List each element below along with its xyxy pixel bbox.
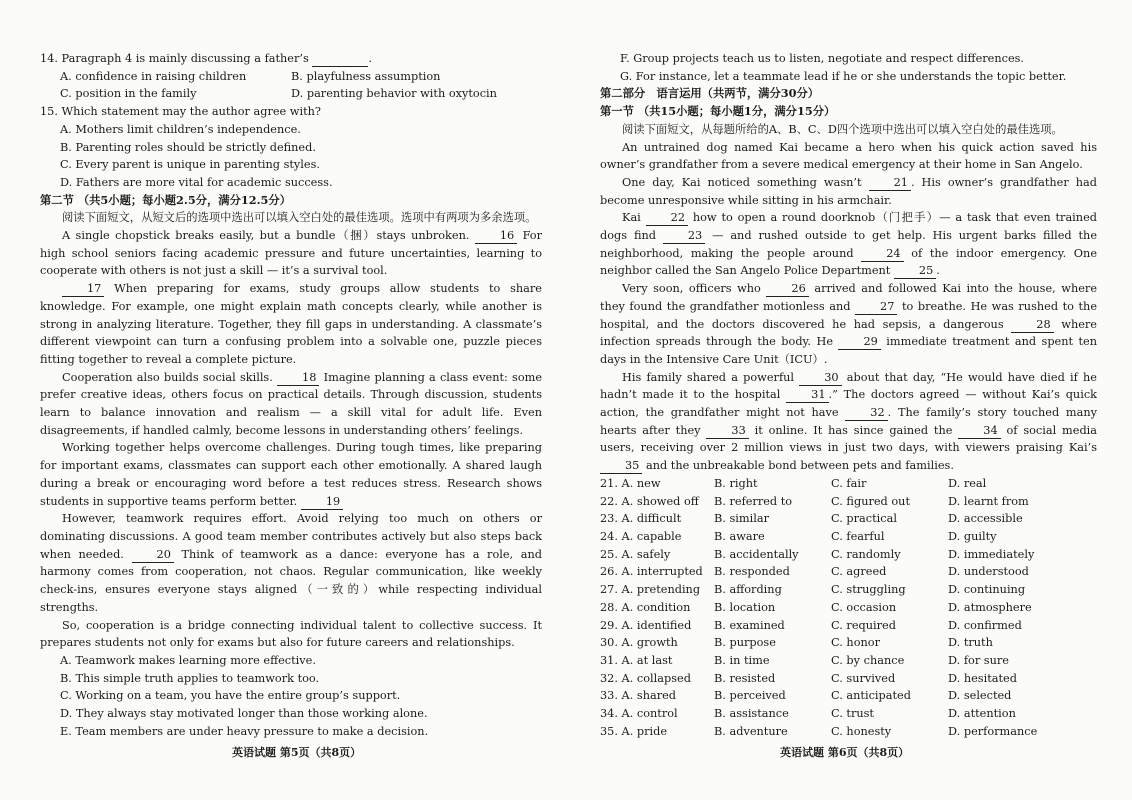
cloze-option-32-a: 32. A. collapsed xyxy=(600,671,691,685)
cloze-option-28-a: 28. A. condition xyxy=(600,600,691,614)
cloze-option-25-d: D. immediately xyxy=(948,547,1035,561)
choices-f-g xyxy=(600,50,1097,85)
question-15 xyxy=(40,103,542,192)
blank-20: 20 xyxy=(132,548,174,563)
cloze-option-22-c: C. figured out xyxy=(831,494,910,508)
cloze-option-21-d: D. real xyxy=(948,476,987,490)
page-footer-right: 英语试题 第6页（共8页） xyxy=(780,746,910,759)
cloze-option-35-a: 35. A. pride xyxy=(600,724,668,738)
blank-25: 25 xyxy=(894,264,936,279)
cloze-option-26-c: C. agreed xyxy=(831,565,887,579)
cloze-paragraph-5: His family shared a powerful 30 about that day, “He would have died if he hadn’t made it to the hospital 31 .” The doctors agreed — without Kai’s quick action, the grandfather might not have 32 . The family’s story touched many hearts after they 33 it online. It has since gained the 34 of social media users, receiving over 2 million views in just two days, with viewers praising Kai’s 35 and the unbreakable bond between pets and families. xyxy=(600,370,1098,473)
cloze-option-32-c: C. survived xyxy=(831,671,896,685)
section-2-heading: 第二节 （共5小题；每小题2.5分，满分12.5分） xyxy=(40,192,292,207)
cloze-option-26-b: B. responded xyxy=(714,565,790,579)
passage-paragraph-5: However, teamwork requires effort. Avoid relying too much on others or dominating discussions. A good team member contributes actively but also steps back when needed. 20 Think of teamwork as a dance: everyone has a role, and harmony comes from cooperation, not chaos. Regular communication, like weekly check-ins, ensures everyone stays aligned（一致的）while respecting individual strengths. xyxy=(40,512,542,614)
cloze-option-34-a: 34. A. control xyxy=(600,707,678,721)
blank-16: 16 xyxy=(475,229,517,244)
choice-b: B. This simple truth applies to teamwork too. xyxy=(60,671,320,685)
cloze-option-23-b: B. similar xyxy=(714,512,769,526)
blank-29: 29 xyxy=(838,335,880,350)
cloze-option-33-b: B. perceived xyxy=(714,689,786,703)
cloze-option-35-b: B. adventure xyxy=(714,724,788,738)
blank-18: 18 xyxy=(277,371,319,386)
cloze-option-26-a: 26. A. interrupted xyxy=(600,565,703,579)
choice-c: C. Working on a team, you have the entire group’s support. xyxy=(60,689,401,703)
cloze-option-31-b: B. in time xyxy=(714,653,770,667)
cloze-option-21-a: 21. A. new xyxy=(600,476,661,490)
cloze-option-33-d: D. selected xyxy=(948,689,1012,703)
blank-19: 19 xyxy=(301,495,343,510)
cloze-option-29-a: 29. A. identified xyxy=(600,618,692,632)
section-2-instruction: 阅读下面短文，从短文后的选项中选出可以填入空白处的最佳选项。选项中有两项为多余选项。 xyxy=(62,211,537,225)
cloze-option-24-b: B. aware xyxy=(714,529,765,543)
blank-24: 24 xyxy=(861,247,903,262)
blank-35: 35 xyxy=(600,459,642,474)
cloze-option-24-a: 24. A. capable xyxy=(600,529,682,543)
cloze-option-24-d: D. guilty xyxy=(948,529,997,543)
cloze-option-30-a: 30. A. growth xyxy=(600,636,678,650)
cloze-option-27-c: C. struggling xyxy=(831,583,906,597)
cloze-option-22-b: B. referred to xyxy=(714,494,793,508)
cloze-option-31-c: C. by chance xyxy=(831,653,905,667)
cloze-option-25-a: 25. A. safely xyxy=(600,547,671,561)
section-1-heading: 第一节 （共15小题；每小题1分，满分15分） xyxy=(600,104,836,119)
cloze-paragraph-3: Kai 22 how to open a round doorknob（门把手）— a task that even trained dogs find 23 — and rushed outside to get help. His urgent barks filled the neighborhood, making the people around 24 of the indoor emergency. One neighbor called the San Angelo Police Department 25 . xyxy=(600,211,1098,278)
cloze-option-30-d: D. truth xyxy=(948,636,993,650)
cloze-option-29-c: C. required xyxy=(831,618,896,632)
question-14: 14. Paragraph 4 is mainly discussing a father’s . A. confidence in raising children B. playfulness assumption C. position in the family D. parenting behavior with oxytocin xyxy=(40,50,542,103)
q15-option-c: C. Every parent is unique in parenting styles. xyxy=(60,158,320,172)
cloze-option-35-d: D. performance xyxy=(948,724,1038,738)
cloze-option-28-d: D. atmosphere xyxy=(948,600,1032,614)
cloze-option-28-b: B. location xyxy=(714,600,776,614)
cloze-option-33-c: C. anticipated xyxy=(831,689,911,703)
q15-option-a: A. Mothers limit children’s independence. xyxy=(60,122,301,136)
cloze-option-22-d: D. learnt from xyxy=(948,494,1029,508)
blank-33: 33 xyxy=(706,424,748,439)
cloze-option-32-d: D. hesitated xyxy=(948,671,1017,685)
cloze-paragraph-4: Very soon, officers who 26 arrived and followed Kai into the house, where they found the grandfather motionless and 27 to breathe. He was rushed to the hospital, and the doctors discovered he had sepsis, a dangerous 28 where infection spreads through the body. He 29 immediate treatment and spent ten days in the Intensive Care Unit（ICU）. xyxy=(600,282,1098,366)
q14-option-d: D. parenting behavior with oxytocin xyxy=(291,87,497,101)
cloze-option-25-b: B. accidentally xyxy=(714,547,799,561)
blank-17: 17 xyxy=(62,282,104,297)
blank-30: 30 xyxy=(799,371,841,386)
cloze-option-27-b: B. affording xyxy=(714,583,782,597)
cloze-option-34-d: D. attention xyxy=(948,707,1016,721)
q14-option-c: C. position in the family xyxy=(60,87,197,101)
cloze-option-30-c: C. honor xyxy=(831,636,880,650)
blank-28: 28 xyxy=(1011,318,1053,333)
cloze-option-30-b: B. purpose xyxy=(714,636,776,650)
choice-d: D. They always stay motivated longer than those working alone. xyxy=(60,707,428,721)
cloze-option-22-a: 22. A. showed off xyxy=(600,494,699,508)
section-1-instruction: 阅读下面短文，从每题所给的A、B、C、D四个选项中选出可以填入空白处的最佳选项。 xyxy=(622,122,1063,136)
q14-option-a: A. confidence in raising children xyxy=(60,69,247,83)
cloze-option-24-c: C. fearful xyxy=(831,529,885,543)
cloze-paragraph-2: One day, Kai noticed something wasn’t 21 . His owner’s grandfather had become unresponsive while sitting in his armchair. xyxy=(600,175,1098,207)
cloze-option-29-d: D. confirmed xyxy=(948,618,1022,632)
cloze-option-23-d: D. accessible xyxy=(948,512,1023,526)
blank-21: 21 xyxy=(869,176,911,191)
passage-paragraph-1: A single chopstick breaks easily, but a bundle（捆）stays unbroken. 16 For high school seniors facing academic pressure and future uncertainties, learning to cooperate with others is not just a skill — it’s a survival tool. xyxy=(40,229,542,278)
q14-option-b: B. playfulness assumption xyxy=(291,69,441,83)
cloze-option-26-d: D. understood xyxy=(948,565,1029,579)
q15-option-b: B. Parenting roles should be strictly defined. xyxy=(60,140,316,154)
right-page xyxy=(600,50,1097,740)
cloze-options-table xyxy=(600,475,1097,741)
left-page xyxy=(40,50,542,740)
cloze-option-34-b: B. assistance xyxy=(714,707,789,721)
choice-g: G. For instance, let a teammate lead if he or she understands the topic better. xyxy=(620,69,1067,83)
cloze-option-25-c: C. randomly xyxy=(831,547,901,561)
blank-32: 32 xyxy=(845,406,887,421)
q15-stem: 15. Which statement may the author agree with? xyxy=(40,105,321,119)
passage-paragraph-4: Working together helps overcome challenges. During tough times, like preparing for important exams, classmates can support each other emotionally. A shared laugh during a break or encouraging word before a test reduces stress. Research shows students in supportive teams perform better. 19 xyxy=(40,441,542,508)
blank-27: 27 xyxy=(855,300,897,315)
blank-31: 31 xyxy=(786,388,828,403)
q15-option-d: D. Fathers are more vital for academic success. xyxy=(60,175,333,189)
cloze-option-21-b: B. right xyxy=(714,476,758,490)
choice-f: F. Group projects teach us to listen, negotiate and respect differences. xyxy=(620,52,1025,65)
page-footer-left: 英语试题 第5页（共8页） xyxy=(232,746,362,759)
cloze-option-34-c: C. trust xyxy=(831,707,874,721)
cloze-option-32-b: B. resisted xyxy=(714,671,776,685)
passage-paragraph-2: 17 When preparing for exams, study groups allow students to share knowledge. For example, one might explain math concepts clearly, while another is strong in analyzing literature. Together, they fill gaps in understanding. A classmate’s different viewpoint can turn a confusing problem into a solvable one, puzzle pieces fitting together to reveal a complete picture. xyxy=(40,282,542,366)
cloze-option-21-c: C. fair xyxy=(831,476,867,490)
cloze-paragraph-1: An untrained dog named Kai became a hero when his quick action saved his owner’s grandfather from a severe medical emergency at their home in San Angelo. xyxy=(600,140,1097,172)
choice-e: E. Team members are under heavy pressure to make a decision. xyxy=(60,724,429,738)
cloze-option-29-b: B. examined xyxy=(714,618,785,632)
cloze-option-27-d: D. continuing xyxy=(948,583,1026,597)
cloze-option-35-c: C. honesty xyxy=(831,724,892,738)
cloze-option-27-a: 27. A. pretending xyxy=(600,583,701,597)
cloze-option-33-a: 33. A. shared xyxy=(600,689,677,703)
passage-paragraph-3: Cooperation also builds social skills. 18 Imagine planning a class event: some prefer creative ideas, others focus on practical details. Through discussion, students learn to balance innovation and realism — a skill vital for adult life. Even disagreements, if handled calmly, become lessons in understanding others’ feelings. xyxy=(40,370,543,437)
blank-22: 22 xyxy=(646,211,688,226)
blank-26: 26 xyxy=(766,282,808,297)
blank-34: 34 xyxy=(958,424,1000,439)
choice-a: A. Teamwork makes learning more effective. xyxy=(60,653,316,667)
q14-stem: 14. Paragraph 4 is mainly discussing a father’s xyxy=(40,52,309,65)
cloze-option-28-c: C. occasion xyxy=(831,600,897,614)
choices-a-e xyxy=(40,652,542,741)
cloze-option-23-a: 23. A. difficult xyxy=(600,512,682,526)
cloze-option-23-c: C. practical xyxy=(831,512,897,526)
q14-blank xyxy=(312,52,368,67)
cloze-option-31-a: 31. A. at last xyxy=(600,653,673,667)
passage-paragraph-6: So, cooperation is a bridge connecting individual talent to collective success. It prepares students not only for exams but also for future careers and relationships. xyxy=(40,618,542,650)
part-2-heading: 第二部分 语言运用（共两节，满分30分） xyxy=(600,86,820,101)
blank-23: 23 xyxy=(663,229,705,244)
cloze-option-31-d: D. for sure xyxy=(948,653,1009,667)
